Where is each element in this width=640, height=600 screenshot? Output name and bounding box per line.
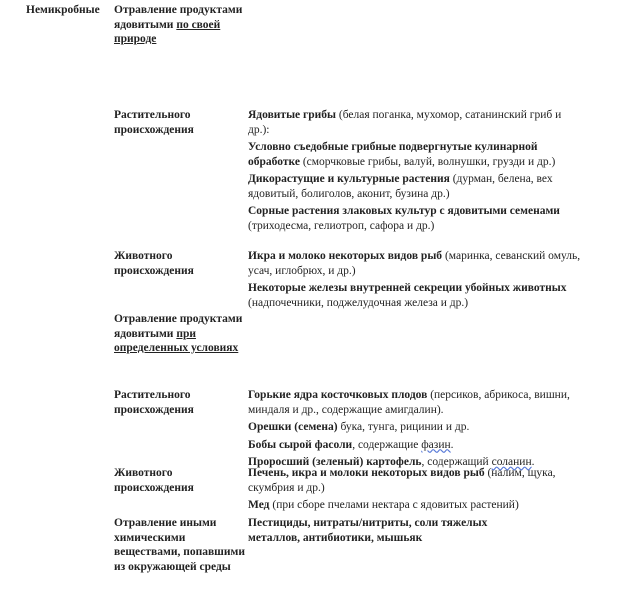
- section-header-natural-underlined: по своей природе: [114, 18, 221, 45]
- row-label-conditional-plant: Растительного происхождения: [114, 389, 194, 416]
- row-content-chemical: Пестициды, нитраты/нитриты, соли тяжелых металлов, антибиотики, мышьяк: [248, 517, 488, 544]
- section-header-natural-text: Отравление продуктами ядовитыми: [114, 4, 243, 31]
- list-item: Ядовитые грибы (белая поганка, мухомор, сатанинский гриб и др.):: [248, 109, 562, 136]
- list-item: Сорные растения злаковых культур с ядовитыми семенами (триходесма, гелиотроп, сафора и др.): [248, 205, 560, 232]
- list-item: Бобы сырой фасоли, содержащие фазин.: [248, 438, 454, 451]
- list-item: Условно съедобные грибные подвергнутые кулинарной обработке (сморчковые грибы, валуй, волнушки, грузди и др.): [248, 141, 556, 168]
- section-header-conditional: [114, 312, 246, 356]
- row-label-natural-plant: Растительного происхождения: [114, 109, 194, 136]
- list-item: Орешки (семена) бука, тунга, рицинии и др.: [248, 421, 470, 433]
- section-header-conditional-underlined: при определенных условиях: [114, 327, 239, 354]
- row-label-natural-animal: Животного происхождения: [114, 250, 194, 277]
- row-content-natural-plant: [248, 108, 583, 233]
- section-header-chemical: Отравление иными химическими веществами, попавшими из окружающей среды: [114, 517, 245, 573]
- row-label-conditional-animal: Животного происхождения: [114, 467, 194, 494]
- section-header-conditional-text: Отравление продуктами ядовитыми: [114, 313, 243, 340]
- list-item: Икра и молоко некоторых видов рыб (маринка, севанский омуль, усач, иглобрюх, и др.): [248, 250, 581, 277]
- col1-header: Немикробные: [26, 4, 100, 16]
- list-item: Мед (при сборе пчелами нектара с ядовитых растений): [248, 499, 519, 511]
- list-item: Некоторые железы внутренней секреции убойных животных (надпочечники, поджелудочная железа и др.): [248, 282, 567, 309]
- row-content-natural-animal: [248, 249, 583, 310]
- row-content-conditional-animal: [248, 466, 583, 513]
- list-item: Горькие ядра косточковых плодов (персиков, абрикоса, вишни, миндаля и др., содержащие амигдалин).: [248, 389, 570, 416]
- section-header-natural: [114, 3, 246, 47]
- list-item: Проросший (зеленый) картофель, содержащий соланин.: [248, 456, 535, 468]
- list-item: Печень, икра и молоки некоторых видов рыб (налим, щука, скумбрия и др.): [248, 467, 556, 494]
- list-item: Дикорастущие и культурные растения (дурман, белена, вех ядовитый, болиголов, аконит, бузина др.): [248, 173, 553, 200]
- row-content-conditional-plant: [248, 388, 583, 470]
